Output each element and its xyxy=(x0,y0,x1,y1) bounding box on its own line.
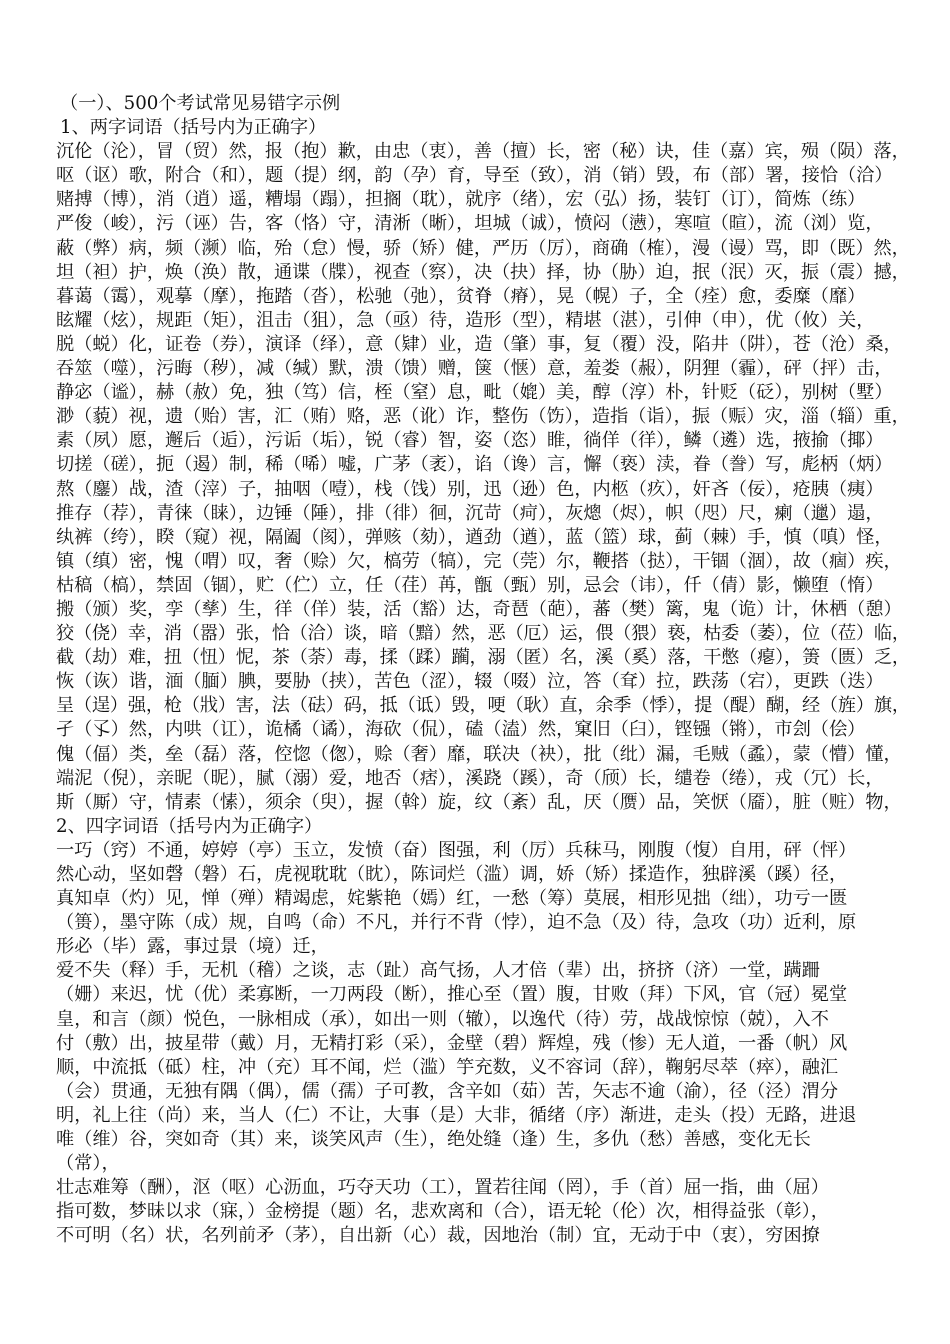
text-line: （会）贯通，无独有隅（偶），儒（孺）子可教，含辛如（茹）苦，矢志不逾（渝），径（泾）渭分 xyxy=(56,1080,839,1102)
text-line: 狡（侥）幸，消（嚣）张，恰（洽）谈，暗（黯）然，恶（厄）运，偎（猥）亵，枯委（萎），位（莅）临， xyxy=(56,623,910,645)
text-line: 静宓（谧），赫（赦）免，独（笃）信，桎（窒）息，毗（媲）美，醇（淳）朴，针贬（砭），别树（墅） xyxy=(56,382,893,404)
text-line: 顺，中流抵（砥）柱，冲（充）耳不闻，烂（滥）竽充数，义不容词（辞），鞠躬尽萃（瘁），融汇 xyxy=(56,1056,839,1078)
text-line: 爱不失（释）手，无机（稽）之谈，志（趾）高气扬，人才倍（辈）出，挤挤（济）一堂，蹒跚 xyxy=(56,960,820,982)
text-line: 枯稿（槁），禁固（锢），贮（伫）立，任（荏）苒，甑（甄）别，忌会（讳），仟（倩）影，懒堕（惰） xyxy=(56,574,884,596)
section-four-char-words xyxy=(56,815,910,1249)
text-line: 沉伦（沦），冒（贸）然，报（抱）歉，由忠（衷），善（擅）长，密（秘）诀，佳（嘉）宾，殒（陨）落， xyxy=(56,141,910,163)
text-line: 蔽（弊）病，频（濒）临，殆（怠）慢，骄（矫）健，严历（厉），商确（榷），漫（谩）骂，即（既）然， xyxy=(56,237,910,259)
text-line: 吞筮（噬），污晦（秽），减（缄）默，溃（馈）赠，箧（惬）意，羞娄（赧），阴狸（霾），砰（抨）击， xyxy=(56,358,893,380)
text-line: 形必（毕）露，事过景（境）迁， xyxy=(56,936,329,958)
text-line: 素（夙）愿，邂后（逅），污诟（垢），锐（睿）智，姿（恣）睢，徜佯（徉），鳞（遴）选，掖揄（揶） xyxy=(56,430,884,452)
text-line: 指可数，梦昧以求（寐，）金榜提（题）名，悲欢离和（合），语无轮（伦）次，相得益张（彰）， xyxy=(56,1201,829,1223)
text-line: 皇，和言（颜）悦色，一脉相成（承），如出一则（辙），以逸代（待）劳，战战惊惊（兢），入不 xyxy=(56,1008,829,1030)
text-line: 脱（蜕）化，证卷（券），演译（绎），意（肄）业，造（肇）事，复（覆）没，陷井（阱），苍（沧）桑， xyxy=(56,333,902,355)
text-line: 纨裤（绔），睽（窥）视，隔阖（阂），弹赅（劾），遒劲（遒），蓝（篮）球，蓟（棘）手，慎（嗔）怪， xyxy=(56,526,893,548)
text-line: 严俊（峻），污（诬）告，客（恪）守，清淅（晰），坦城（诚），愤闷（懑），寒喧（暄），流（浏）览， xyxy=(56,213,884,235)
text-line: 端泥（倪），亲昵（昵），腻（溺）爱，地否（痞），溪跷（蹊），奇（颀）长，缱卷（绻），戎（冗）长， xyxy=(56,767,884,789)
text-line: 熬（鏖）战，渣（滓）子，抽咽（噎），栈（饯）别，迅（逊）色，内柩（疚），奸吝（佞），疮胰（痍） xyxy=(56,478,884,500)
text-line: （姗）来迟，忧（优）柔寡断，一刀两段（断），推心至（置）腹，甘败（拜）下风，官（冠）冕堂 xyxy=(56,984,848,1006)
text-line: 坦（袒）护，焕（涣）散，通谍（牒），视查（察），决（抉）择，协（胁）迫，抿（泯）灭，振（震）撼， xyxy=(56,261,910,283)
text-line: 搬（颁）奖，孪（孳）生，徉（佯）装，活（豁）达，奇琶（葩），蕃（樊）篱，鬼（诡）计，休栖（憩） xyxy=(56,598,902,620)
text-line: 明，礼上往（尚）来，当人（仁）不让，大事（是）大非，循绪（序）渐进，走头（投）无路，进退 xyxy=(56,1104,857,1126)
section-heading: 1、两字词语（括号内为正确字） xyxy=(60,117,327,139)
text-line: 斯（厮）守，情素（愫），须余（臾），握（斡）旋，纹（紊）乱，厌（赝）品，笑恹（靥），脏（赃）物， xyxy=(56,791,902,813)
text-line: 渺（藐）视，遗（贻）害，汇（贿）赂，恶（讹）诈，整伤（饬），造指（诣），振（赈）灾，淄（辎）重， xyxy=(56,406,910,428)
text-line: 暮蔼（霭），观摹（摩），拖踏（沓），松驰（弛），贫脊（瘠），晃（幌）子，全（痊）愈，委糜（靡） xyxy=(56,285,866,307)
text-line: 付（敷）出，披星带（戴）月，无精打彩（采），金壁（碧）辉煌，残（惨）无人道，一番（帆）风 xyxy=(56,1032,848,1054)
section-body xyxy=(56,140,910,815)
text-line: （篑），墨守陈（成）规，自鸣（命）不凡，并行不背（悖），迫不急（及）待，急攻（功）近利，原 xyxy=(56,912,857,934)
text-line: 不可明（名）状，名列前矛（茅），自出新（心）裁，因地治（制）宜，无动于中（衷），穷困撩 xyxy=(56,1225,820,1247)
section-heading: 2、四字词语（括号内为正确字） xyxy=(56,815,323,837)
text-line: 截（劫）难，扭（忸）怩，茶（荼）毒，揉（蹂）躏，溺（匿）名，溪（奚）落，干憋（瘪），箦（匮）乏， xyxy=(56,647,910,669)
text-line: 壮志难筹（酬），沤（呕）心沥血，巧夺天功（工），置若往闻（罔），手（首）屈一指，曲（屈） xyxy=(56,1177,829,1199)
text-line: 孑（孓）然，内哄（讧），诡橘（谲），海砍（侃），磕（溘）然，窠旧（臼），铿镪（锵），市刽（侩） xyxy=(56,719,866,741)
text-line: 然心动，坚如磬（磐）石，虎视耽耽（眈），陈词烂（滥）调，娇（矫）揉造作，独辟溪（蹊）径， xyxy=(56,864,848,885)
text-line: 真知卓（灼）见，惮（殚）精竭虑，姹紫艳（嫣）红，一愁（筹）莫展，相形见拙（绌），功亏一匮 xyxy=(56,888,848,910)
text-line: 唯（维）谷，突如奇（其）来，谈笑风声（生），绝处缝（逢）生，多仇（愁）善感，变化无长 xyxy=(56,1129,811,1151)
section-two-char-words xyxy=(56,116,910,815)
text-line: 镇（缜）密，愧（喟）叹，奢（赊）欠，槁劳（犒），完（莞）尔，鞭搭（挞），干锢（涸），故（痼）疾， xyxy=(56,550,902,572)
text-line: 呕（讴）歌，附合（和），题（提）纲，韵（孕）育，导至（致），消（销）毁，布（部）署，接恰（洽） xyxy=(56,165,893,187)
text-line: 赌搏（博），消（逍）遥，糟塌（蹋），担搁（耽），就序（绪），宏（弘）扬，装钉（订），简炼（练） xyxy=(56,189,866,211)
text-line: （常）， xyxy=(56,1153,120,1175)
text-line: 眩耀（炫），规距（矩），沮击（狙），急（亟）待，造形（型），精堪（湛），引伸（申），优（攸）关， xyxy=(56,309,875,331)
section-body xyxy=(56,839,910,1249)
text-line: 切搓（磋），扼（遏）制，稀（唏）嘘，广茅（袤），谄（谗）言，懈（亵）渎，眷（誊）写，彪柄（炳） xyxy=(56,454,893,476)
text-line: 恢（诙）谐，湎（腼）腆，要胁（挟），苦色（涩），辍（啜）泣，答（耷）拉，跌荡（宕），更跌（迭） xyxy=(56,671,884,693)
text-line: 傀（偪）类，垒（磊）落，倥惚（偬），赊（奢）靡，联决（袂），批（纰）漏，毛贼（蟊），蒙（懵）懂， xyxy=(56,743,902,765)
text-line: 呈（逞）强，枪（戕）害，法（砝）码，抵（诋）毁，哽（耿）直，余季（悸），提（醍）醐，经（旌）旗， xyxy=(56,695,910,717)
text-line: 推存（荐），青徕（睐），边锤（陲），排（徘）徊，沉苛（疴），灰熜（烬），帜（咫）尺，瘌（邋）遢， xyxy=(56,502,884,524)
text-line: 一巧（窍）不通，婷婷（亭）玉立，发愤（奋）图强，利（厉）兵秣马，刚腹（愎）自用，砰（怦） xyxy=(56,839,857,861)
document-title: （一）、500个考试常见易错字示例 xyxy=(60,93,341,114)
document-page xyxy=(56,92,910,1249)
